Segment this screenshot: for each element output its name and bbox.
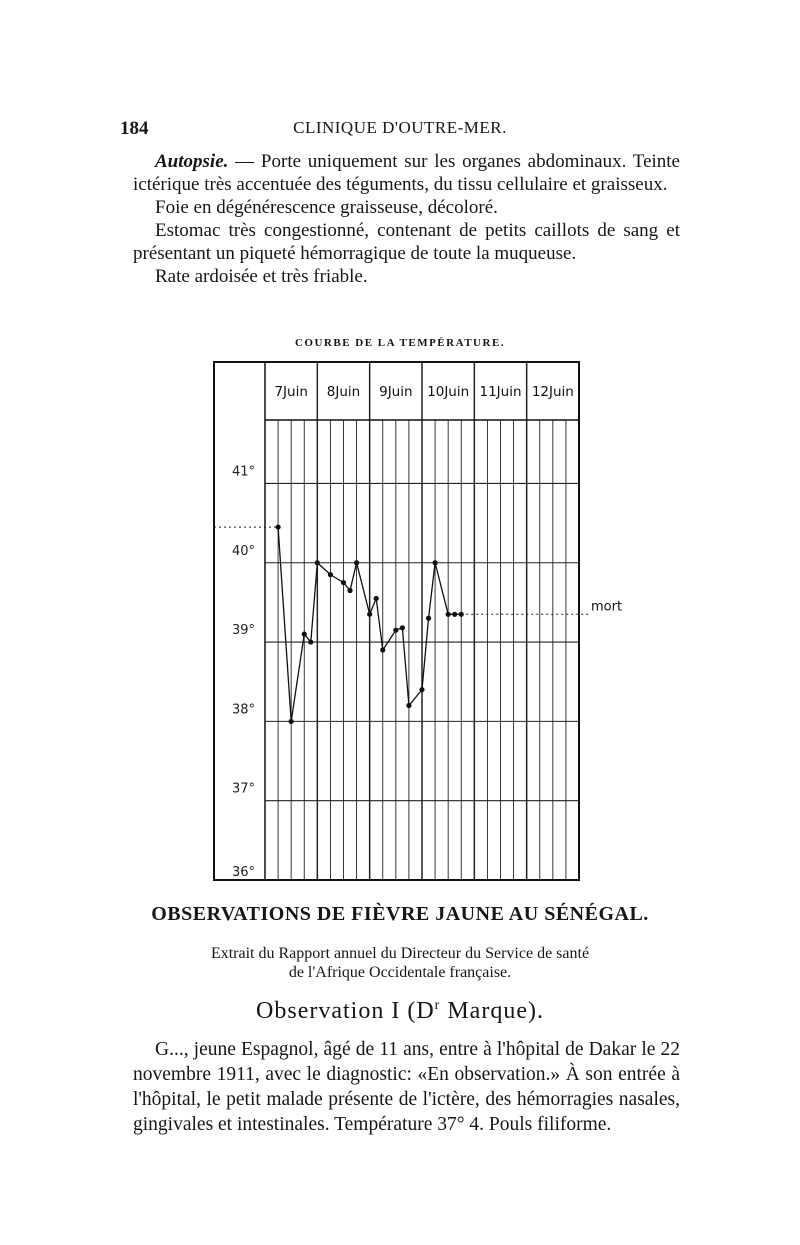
temperature-point [400, 625, 405, 630]
temperature-point [426, 616, 431, 621]
observation-heading-name: Marque). [440, 998, 544, 1024]
observation-text [133, 1037, 680, 1137]
subtitle-line-2: de l'Afrique Occidentale française. [288, 964, 512, 981]
autopsy-lead: Autopsie. [155, 151, 229, 172]
temperature-point [419, 687, 424, 692]
temperature-point [406, 703, 411, 708]
temperature-point [380, 647, 385, 652]
y-tick-label: 41° [232, 464, 256, 480]
observation-heading-sup: r [434, 998, 441, 1013]
temperature-point [289, 719, 294, 724]
temperature-point [452, 612, 457, 617]
y-tick-label: 37° [232, 781, 256, 797]
y-tick-label: 39° [232, 623, 256, 639]
temperature-point [302, 632, 307, 637]
temperature-point [308, 639, 313, 644]
liver-paragraph: Foie en dégénérescence graisseuse, décoloré. [155, 197, 498, 218]
temperature-point [446, 612, 451, 617]
temperature-point [432, 560, 437, 565]
chart-frame [214, 362, 579, 880]
temperature-point [354, 560, 359, 565]
section-subtitle [0, 944, 800, 982]
death-annotation: mort [591, 599, 623, 615]
page-number: 184 [120, 118, 149, 139]
temperature-point [328, 572, 333, 577]
day-label-4: 10Juin [427, 384, 470, 400]
running-head: CLINIQUE D'OUTRE-MER. [293, 118, 507, 137]
temperature-point [393, 628, 398, 633]
observation-paragraph: G..., jeune Espagnol, âgé de 11 ans, entre à l'hôpital de Dakar le 22 novembre 1911, avec le diagnostic: «En observation.» À son entrée à l'hôpital, le petit malade présente de l'ictère, des hémorragies nasales, gingivales et intestinales. Température 37° 4. Pouls filiforme. [133, 1039, 680, 1135]
observation-heading [0, 998, 800, 1025]
day-label-6: 12Juin [531, 384, 574, 400]
day-label-5: 11Juin [479, 384, 522, 400]
day-label-2: 8Juin [326, 384, 361, 400]
temperature-point [367, 612, 372, 617]
day-label-1: 7Juin [274, 384, 308, 400]
y-tick-label: 36° [232, 865, 256, 880]
day-label-3: 9Juin [379, 384, 413, 400]
chart-caption: COURBE DE LA TEMPÉRATURE. [294, 337, 506, 349]
temperature-point [341, 580, 346, 585]
spleen-paragraph: Rate ardoisée et très friable. [155, 266, 368, 287]
temperature-point [374, 596, 379, 601]
autopsy-text: — Porte uniquement sur les organes abdominaux. Teinte ictérique très accentuée des téguments, du tissu cellulaire et graisseux. [133, 151, 680, 195]
y-tick-label: 38° [232, 702, 256, 718]
temperature-point [347, 588, 352, 593]
y-tick-label: 40° [232, 543, 256, 559]
section-title: OBSERVATIONS DE FIÈVRE JAUNE AU SÉNÉGAL. [151, 903, 649, 925]
stomach-paragraph: Estomac très congestionné, contenant de petits caillots de sang et présentant un piqueté hémorragique de toute la muqueuse. [133, 220, 680, 264]
temperature-point [275, 524, 280, 529]
observation-heading-main: Observation I (D [256, 998, 435, 1024]
temperature-point [315, 560, 320, 565]
subtitle-line-1: Extrait du Rapport annuel du Directeur du Service de santé [210, 945, 590, 962]
